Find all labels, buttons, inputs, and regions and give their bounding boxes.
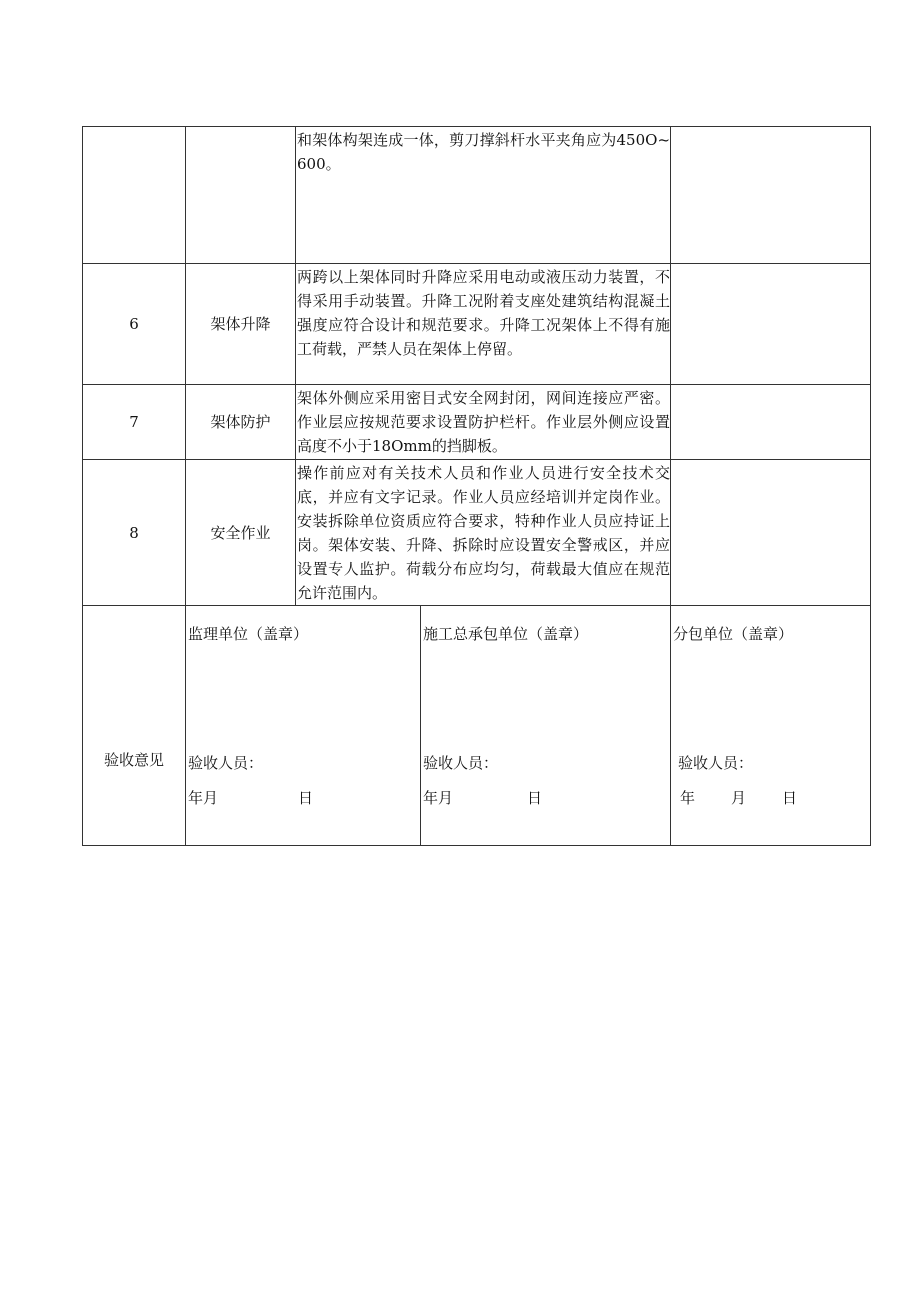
month-label: 月 (203, 789, 219, 807)
contractor-unit-label: 施工总承包单位（盖章） (423, 625, 589, 643)
row-description-text: 架体外侧应采用密目式安全网封闭，网间连接应严密。作业层应按规范要求设置防护栏杆。作业层外侧应设置高度不小于18Omm的挡脚板。 (297, 389, 671, 455)
contractor-person-label: 验收人员： (423, 754, 499, 772)
table-row (83, 460, 871, 606)
row-description-text: 操作前应对有关技术人员和作业人员进行安全技术交底，并应有文字记录。作业人员应经培训并定岗作业。安装拆除单位资质应符合要求，特种作业人员应持证上岗。架体安装、升降、拆除时应设置安全警戒区，并应设置专人监护。荷载分布应均匀，荷载最大值应在规范允许范围内。 (297, 464, 671, 602)
day-label: 日 (298, 789, 314, 807)
table-row (83, 385, 871, 460)
row-result (671, 385, 871, 460)
row-number: 8 (83, 460, 186, 606)
table-row (83, 127, 871, 264)
subcontractor-date (680, 786, 797, 810)
row-description (296, 385, 671, 460)
day-label: 日 (527, 789, 543, 807)
row-description-text: 两跨以上架体同时升降应采用电动或液压动力装置，不得采用手动装置。升降工况附着支座处建筑结构混凝土强度应符合设计和规范要求。升降工况架体上不得有施工荷载，严禁人员在架体上停留。 (297, 268, 671, 358)
day-label: 日 (782, 789, 798, 807)
acceptance-label: 验收意见 (83, 606, 186, 846)
row-item: 架体升降 (186, 264, 296, 385)
contractor-sign-cell (421, 606, 671, 846)
supervision-sign-cell (186, 606, 421, 846)
row-result (671, 264, 871, 385)
row-result (671, 127, 871, 264)
acceptance-table (82, 126, 871, 846)
row-description (296, 264, 671, 385)
row-result (671, 460, 871, 606)
row-item (186, 127, 296, 264)
month-label: 月 (731, 789, 747, 807)
acceptance-row (83, 606, 871, 846)
row-number: 6 (83, 264, 186, 385)
supervision-unit-label: 监理单位（盖章） (188, 625, 309, 643)
year-label: 年 (423, 789, 439, 807)
row-number (83, 127, 186, 264)
row-item: 安全作业 (186, 460, 296, 606)
supervision-date (188, 786, 313, 810)
contractor-date (423, 786, 542, 810)
year-label: 年 (680, 789, 696, 807)
supervision-person-label: 验收人员： (188, 754, 264, 772)
table-row (83, 264, 871, 385)
row-number: 7 (83, 385, 186, 460)
row-item: 架体防护 (186, 385, 296, 460)
month-label: 月 (438, 789, 454, 807)
row-description (296, 460, 671, 606)
subcontractor-sign-cell (671, 606, 871, 846)
year-label: 年 (188, 789, 204, 807)
subcontractor-person-label: 验收人员： (678, 754, 754, 772)
row-description (296, 127, 671, 264)
subcontractor-unit-label: 分包单位（盖章） (673, 625, 794, 643)
row-description-text: 和架体构架连成一体，剪刀撑斜杆水平夹角应为450O~600。 (297, 131, 671, 173)
